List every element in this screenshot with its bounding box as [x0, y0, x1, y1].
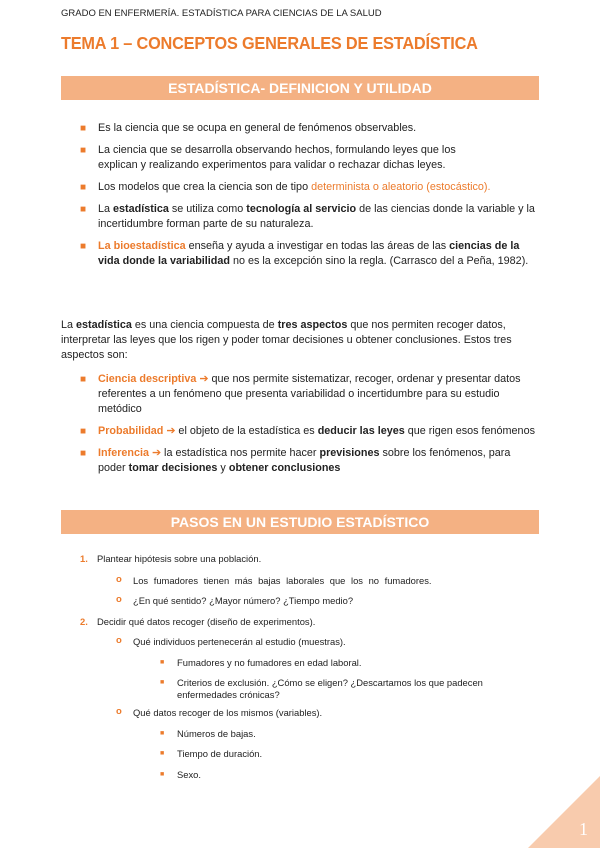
- list-item: ■ Probabilidad ➔ el objeto de la estadística es deducir las leyes que rigen esos fenómenos: [80, 425, 535, 437]
- list-item: ¿En qué sentido? ¿Mayor número? ¿Tiempo medio?: [133, 595, 354, 606]
- square-bullet-icon: ■: [160, 659, 165, 666]
- circle-bullet-icon: o: [116, 574, 122, 585]
- list-item: Qué datos recoger de los mismos (variables).: [133, 707, 323, 718]
- bullet-icon: ■: [80, 123, 87, 134]
- bullet-icon: ■: [80, 182, 87, 193]
- list-item: ■ Ciencia descriptiva ➔ que nos permite sistematizar, recoger, ordenar y presentar datos referentes a un fenómeno que presenta variabilidad o incertidumbre para su estudio metódico: [80, 373, 521, 415]
- step-number: 1.: [80, 553, 88, 564]
- list-item: Los fumadores tienen más bajas laborales que los no fumadores.: [133, 575, 432, 586]
- list-item: ■ Los modelos que crea la ciencia son de tipo determinista o aleatorio (estocástico).: [80, 181, 491, 193]
- list-item: Criterios de exclusión. ¿Cómo se eligen? ¿Descartamos los que padecen: [177, 677, 483, 688]
- arrow-icon: ➔: [152, 447, 162, 459]
- page-number: 1: [579, 819, 588, 839]
- square-bullet-icon: ■: [160, 771, 165, 778]
- list-item: enfermedades crónicas?: [177, 689, 280, 700]
- bullet-icon: ■: [80, 204, 87, 215]
- bullet-icon: ■: [80, 145, 87, 156]
- bullet-icon: ■: [80, 241, 87, 252]
- page-title: TEMA 1 – CONCEPTOS GENERALES DE ESTADÍSTICA: [61, 33, 478, 53]
- list-item: ■ Es la ciencia que se ocupa en general de fenómenos observables.: [80, 122, 417, 134]
- list-item: ■ Inferencia ➔ la estadística nos permite hacer previsiones sobre los fenómenos, para poder tomar decisiones y obtener conclusiones: [80, 447, 511, 474]
- circle-bullet-icon: o: [116, 594, 122, 605]
- square-bullet-icon: ■: [160, 730, 165, 737]
- list-item: ■ La bioestadística enseña y ayuda a investigar en todas las áreas de las ciencias de la vida donde la variabilidad no es la excepción sino la regla. (Carrasco del a Peña, 1982).: [80, 240, 529, 267]
- circle-bullet-icon: o: [116, 635, 122, 646]
- aspects-list: [78, 372, 540, 476]
- bullet-icon: ■: [80, 374, 87, 385]
- bullet-icon: ■: [80, 448, 87, 459]
- running-header: GRADO EN ENFERMERÍA. ESTADÍSTICA PARA CIENCIAS DE LA SALUD: [61, 8, 382, 19]
- list-item: Tiempo de duración.: [177, 748, 263, 759]
- list-item: Sexo.: [177, 769, 201, 780]
- square-bullet-icon: ■: [160, 750, 165, 757]
- list-item: Qué individuos pertenecerán al estudio (muestras).: [133, 636, 346, 647]
- step-text: Plantear hipótesis sobre una población.: [97, 553, 262, 564]
- intro-paragraph: La estadística es una ciencia compuesta de tres aspectos que nos permiten recoger datos, interpretar las leyes que los rigen y poder tomar decisiones u obtener conclusiones. Estos tres aspectos son:: [61, 319, 512, 361]
- list-item: ■ La ciencia que se desarrolla observando hechos, formulando leyes que los explican y realizando experimentos para validar o rechazar dichas leyes.: [80, 144, 456, 171]
- list-item: Fumadores y no fumadores en edad laboral.: [177, 657, 362, 668]
- square-bullet-icon: ■: [160, 679, 165, 686]
- list-item: ■ La estadística se utiliza como tecnología al servicio de las ciencias donde la variable y la incertidumbre forman parte de su naturaleza.: [80, 203, 535, 230]
- arrow-icon: ➔: [166, 425, 176, 437]
- list-item: Números de bajas.: [177, 728, 256, 739]
- circle-bullet-icon: o: [116, 706, 122, 717]
- step-number: 2.: [80, 616, 88, 627]
- bullet-icon: ■: [80, 426, 87, 437]
- definition-list: [78, 121, 540, 269]
- arrow-icon: ➔: [199, 373, 209, 385]
- section-heading-definicion: ESTADÍSTICA- DEFINICION Y UTILIDAD: [61, 76, 539, 100]
- step-text: Decidir qué datos recoger (diseño de experimentos).: [97, 616, 316, 627]
- page-corner-decoration: [528, 776, 600, 848]
- section-heading-pasos: PASOS EN UN ESTUDIO ESTADÍSTICO: [61, 510, 539, 534]
